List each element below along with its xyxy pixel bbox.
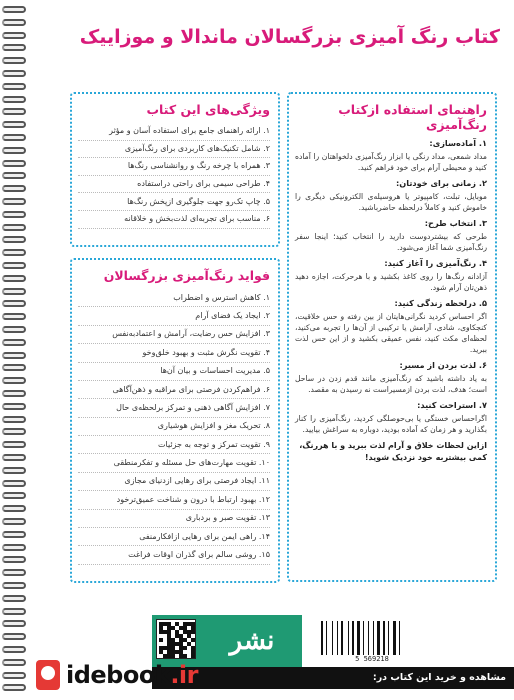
guide-section-heading: ۵. درلحظه زندگی کنید: (394, 298, 487, 308)
benefits-box (70, 258, 280, 583)
spiral-coil (2, 544, 26, 551)
benefit-item: ۱۰. تقویت مهارت‌های حل مسئله و تفکرمنطقی (78, 454, 270, 472)
benefit-item: ۳. افزایش حس رضایت، آرامش و اعتمادبه‌نفس (78, 326, 270, 344)
spiral-coil (2, 211, 26, 218)
usage-guide-sections (295, 138, 487, 435)
qr-module (191, 630, 195, 634)
purchase-text[interactable]: مشاهده و خرید این کتاب در: (372, 672, 506, 683)
guide-section-heading: ۷. استراحت کنید: (417, 400, 487, 410)
spiral-coil (2, 390, 26, 397)
spiral-coil (2, 147, 26, 154)
feature-item: ۴. طراحی سیمی برای راحتی دراستفاده (78, 176, 270, 194)
benefits-list (78, 289, 270, 565)
benefit-item: ۱۵. روشی سالم برای گذران اوقات فراغت (78, 546, 270, 564)
spiral-coil (2, 313, 26, 320)
back-cover (32, 0, 514, 700)
spiral-coil (2, 633, 26, 640)
spiral-coil (2, 364, 26, 371)
barcode-bar (321, 621, 323, 655)
guide-section (295, 138, 487, 173)
features-list (78, 123, 270, 229)
benefit-item: ۱۱. ایجاد فرصتی برای رهایی ازدنیای مجازی (78, 473, 270, 491)
guide-section-heading: ۱. آماده‌سازی: (429, 138, 487, 148)
barcode-bar (363, 621, 364, 655)
benefit-item: ۲. ایجاد یک فضای آرام (78, 307, 270, 325)
spiral-coil (2, 96, 26, 103)
guide-section (295, 360, 487, 395)
benefits-heading: فواید رنگ‌آمیزی بزرگسالان (103, 268, 270, 283)
spiral-coil (2, 620, 26, 627)
qr-module (191, 638, 195, 642)
guide-section-heading: ۲. زمانی برای خودتان: (395, 178, 487, 188)
barcode-bar (337, 621, 338, 655)
benefit-item: ۵. مدیریت احساسات و بیان آن‌ها (78, 363, 270, 381)
spiral-coil (2, 428, 26, 435)
guide-section (295, 258, 487, 293)
spiral-coil (2, 108, 26, 115)
benefit-item: ۶. فراهم‌کردن فرصتی برای مراقبه و ذهن‌آگاهی (78, 381, 270, 399)
feature-item: ۶. مناسب برای تجربه‌ای لذت‌بخش و خلاقانه (78, 211, 270, 229)
benefit-item: ۱. کاهش استرس و اضطراب (78, 289, 270, 307)
qr-module (183, 646, 187, 650)
spiral-coil (2, 403, 26, 410)
barcode-bar (399, 621, 400, 655)
benefit-item: ۱۳. تقویت صبر و بردباری (78, 510, 270, 528)
spiral-coil (2, 224, 26, 231)
guide-section-body: مداد شمعی، مداد رنگی یا ابزار رنگ‌آمیزی دلخواهتان را آماده کنید و محیطی آرام برای خود فراهم کنید. (295, 152, 487, 172)
spiral-coil (2, 646, 26, 653)
spiral-coil (2, 505, 26, 512)
barcode-bar (332, 621, 333, 655)
guide-section-body: آزادانه رنگ‌ها را روی کاغذ بکشید و با هرحرکت، اجازه دهید ذهن‌تان آرام شود. (295, 272, 487, 292)
spiral-coil (2, 32, 26, 39)
barcode-bar (326, 621, 327, 655)
spiral-coil (2, 672, 26, 679)
benefit-item: ۴. تقویت نگرش مثبت و بهبود خلق‌وخو (78, 344, 270, 362)
publisher-logo: نشر (229, 626, 275, 656)
watermark[interactable] (36, 653, 198, 697)
idebook-logo-icon (36, 660, 60, 690)
guide-section (295, 298, 487, 355)
spiral-coil (2, 275, 26, 282)
spiral-coil (2, 249, 26, 256)
spiral-coil (2, 57, 26, 64)
feature-item: ۲. شامل تکنیک‌های کاربردی برای رنگ‌آمیزی (78, 141, 270, 159)
spiral-coil (2, 608, 26, 615)
barcode-bar (383, 621, 385, 655)
book-title: کتاب رنگ آمیزی بزرگسالان ماندالا و موزاییک (79, 26, 500, 48)
guide-section (295, 400, 487, 435)
spiral-coil (2, 121, 26, 128)
guide-section-body: اگراحساس خستگی یا بی‌حوصلگی کردید، رنگ‌آمیزی را کنار بگذارید و هر زمان که آماده بودید، دوباره به سراغش بیایید. (295, 414, 487, 434)
spiral-coil (2, 352, 26, 359)
spiral-coil (2, 134, 26, 141)
barcode-bar (373, 621, 374, 655)
spiral-coil (2, 441, 26, 448)
spiral-coil (2, 377, 26, 384)
feature-item: ۵. چاپ تک‌رو جهت جلوگیری ازپخش رنگ‌ها (78, 193, 270, 211)
usage-guide-closing: ازاین لحظات خلاق و آرام لذت ببرید و با هررنگ، کمی بیشتربه خود نزدیک شوید! (299, 441, 487, 462)
barcode-bar (357, 621, 360, 655)
spiral-coil (2, 6, 26, 13)
barcode-bar (341, 621, 343, 655)
spiral-coil (2, 172, 26, 179)
spiral-coil (2, 326, 26, 333)
watermark-brand: idebook (66, 661, 171, 689)
benefit-item: ۱۲. بهبود ارتباط با درون و شناخت عمیق‌ترخود (78, 491, 270, 509)
spiral-coil (2, 595, 26, 602)
barcode-bar (388, 621, 389, 655)
spiral-coil (2, 582, 26, 589)
spiral-coil (2, 300, 26, 307)
feature-item: ۳. همراه با چرخه رنگ و روانشناسی رنگ‌ها (78, 158, 270, 176)
guide-section-heading: ۶. لذت بردن از مسیر: (399, 360, 487, 370)
guide-section-body: طرحی که بیشتردوست دارید را انتخاب کنید؛ اینجا سفر رنگ‌آمیزی شما آغاز می‌شود. (295, 232, 487, 252)
spiral-coil (2, 416, 26, 423)
guide-section-heading: ۴. رنگ‌آمیزی را آغاز کنید: (384, 258, 487, 268)
spiral-coil (2, 236, 26, 243)
spiral-coil (2, 44, 26, 51)
isbn-barcode (317, 621, 427, 661)
features-heading: ویژگی‌های این کتاب (146, 102, 270, 117)
feature-item: ۱. ارائه راهنمای جامع برای استفاده آسان و مؤثر (78, 123, 270, 141)
guide-section (295, 178, 487, 213)
spiral-coil (2, 492, 26, 499)
spiral-coil (2, 518, 26, 525)
spiral-coil (2, 531, 26, 538)
guide-section-body: اگر احساس کردید نگرانی‌هایتان از بین رفته و حس خلاقیت، کنجکاوی، شادی، آرامش یا ترکیبی از آن‌ها را تجربه می‌کنید، لحظه‌ای مکث کنید، نفس عمیقی بکشید و از این حس لذت ببرید. (295, 312, 487, 354)
spiral-coil (2, 569, 26, 576)
qr-module (159, 638, 163, 642)
spiral-coil (2, 556, 26, 563)
spiral-coil (2, 19, 26, 26)
guide-section-body: موبایل، تبلت، کامپیوتر یا هروسیله‌ی الکترونیکی دیگری را خاموش کنید و کاملاً درلحظه حاضرباشید. (295, 192, 487, 212)
barcode-bar (368, 621, 369, 655)
watermark-text (66, 661, 198, 689)
watermark-tld: .ir (170, 661, 198, 689)
footer-strip (32, 615, 514, 700)
benefit-item: ۹. تقویت تمرکز و توجه به جزئیات (78, 436, 270, 454)
barcode-bar (377, 621, 380, 655)
guide-section-body: به یاد داشته باشید که رنگ‌آمیزی مانند قدم زدن در ساحل است؛ هدف، لذت بردن ازمسیراست نه رسیدن به مقصد. (295, 374, 487, 394)
spiral-coil (2, 480, 26, 487)
spiral-coil (2, 198, 26, 205)
barcode-bar (393, 621, 396, 655)
spiral-coil (2, 288, 26, 295)
usage-guide-box (287, 92, 497, 582)
benefit-item: ۱۴. راهی ایمن برای رهایی ازافکارمنفی (78, 528, 270, 546)
spiral-coil (2, 70, 26, 77)
purchase-band (152, 667, 514, 689)
usage-guide-heading: راهنمای استفاده ازکتاب رنگ‌آمیزی (338, 102, 487, 132)
spiral-coil (2, 339, 26, 346)
spiral-coil (2, 684, 26, 691)
spiral-coil (2, 83, 26, 90)
barcode-number: 5 569218 (355, 655, 389, 663)
barcode-bar (348, 621, 349, 655)
barcode-bar (352, 621, 354, 655)
guide-section-heading: ۳. انتخاب طرح: (424, 218, 487, 228)
guide-section (295, 218, 487, 253)
spiral-coil (2, 160, 26, 167)
benefit-item: ۷. افزایش آگاهی ذهنی و تمرکز برلحظه‌ی حال (78, 399, 270, 417)
benefit-item: ۸. تحریک مغز و افزایش هوشیاری (78, 418, 270, 436)
spiral-coil (2, 454, 26, 461)
spiral-coil (2, 659, 26, 666)
spiral-coil (2, 185, 26, 192)
spiral-coil (2, 262, 26, 269)
spiral-binding (0, 0, 30, 700)
features-box (70, 92, 280, 247)
spiral-coil (2, 467, 26, 474)
